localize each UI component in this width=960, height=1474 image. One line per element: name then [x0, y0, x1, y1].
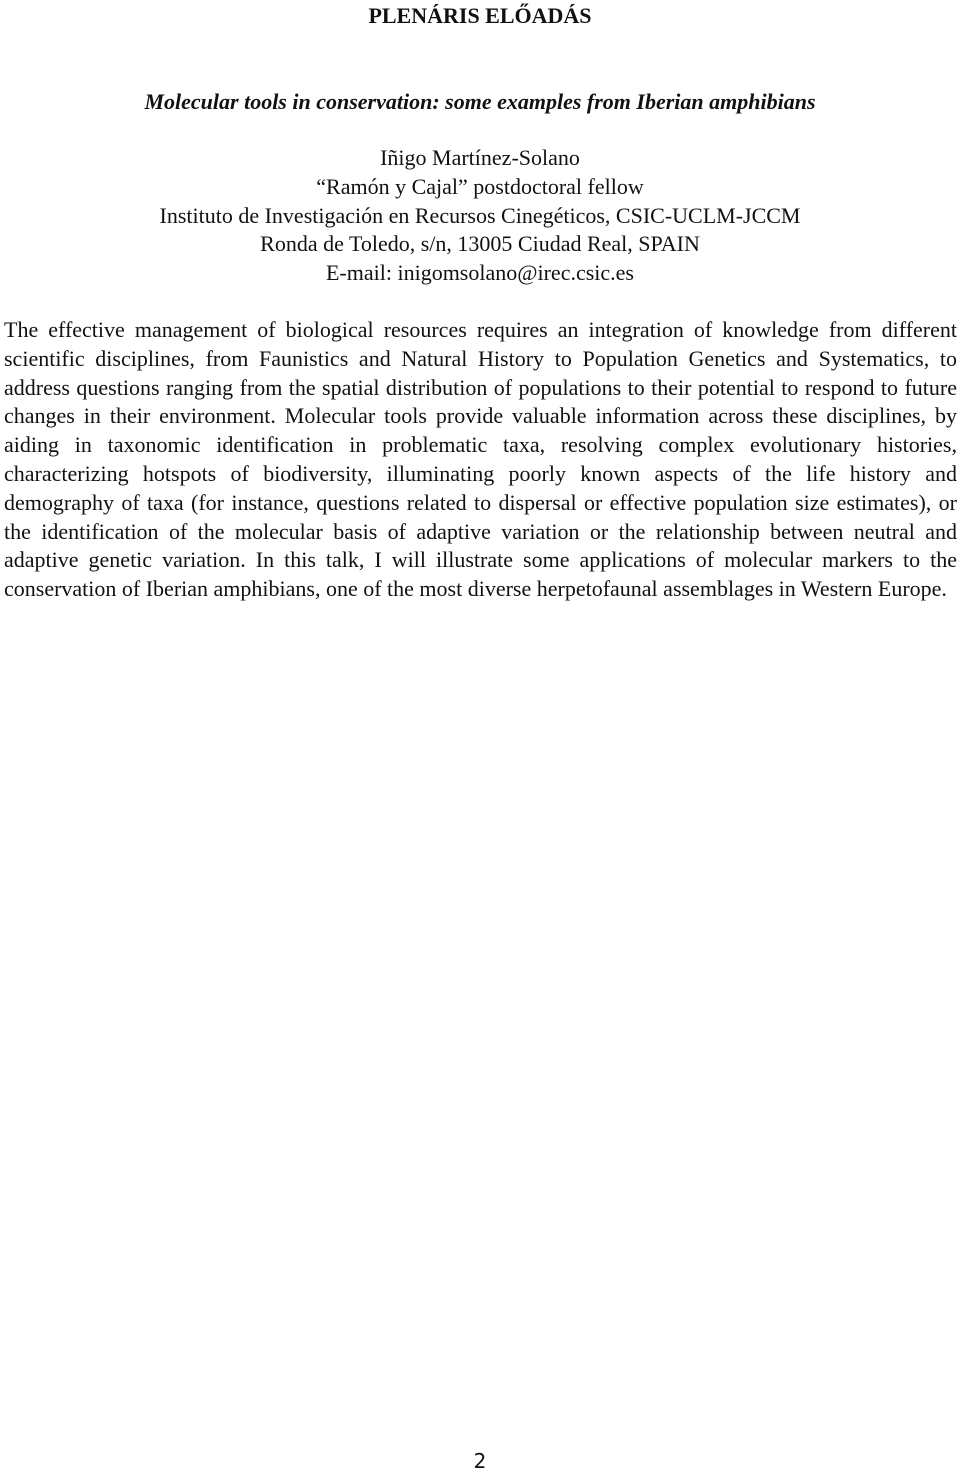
author-position: “Ramón y Cajal” postdoctoral fellow — [316, 173, 644, 199]
author-institution: Instituto de Investigación en Recursos Cinegéticos, CSIC-UCLM-JCCM — [159, 202, 801, 228]
section-heading: PLENÁRIS ELŐADÁS — [368, 3, 592, 28]
page-number: 2 — [473, 1449, 487, 1473]
abstract-paragraph: The effective management of biological resources requires an integration of knowledge from different scientific disciplines, from Faunistics and Natural History to Population Genetics and Systematics, to address questions ranging from the spatial distribution of populations to their potential to respond to future changes in their environment. Molecular tools provide valuable information across these disciplines, by aiding in taxonomic identification in problematic taxa, resolving complex evolutionary histories, characterizing hotspots of biodiversity, illuminating poorly known aspects of the life history and demography of taxa (for instance, questions related to dispersal or effective population size estimates), or the identification of the molecular basis of adaptive variation or the relationship between neutral and adaptive genetic variation. In this talk, I will illustrate some applications of molecular markers to the conservation of Iberian amphibians, one of the most diverse herpetofaunal assemblages in Western Europe. — [4, 317, 957, 602]
talk-title: Molecular tools in conservation: some examples from Iberian amphibians — [144, 89, 816, 114]
author-name: Iñigo Martínez-Solano — [380, 145, 580, 170]
author-address: Ronda de Toledo, s/n, 13005 Ciudad Real, SPAIN — [260, 231, 700, 257]
author-block — [0, 144, 960, 288]
author-email: E-mail: inigomsolano@irec.csic.es — [325, 260, 634, 286]
